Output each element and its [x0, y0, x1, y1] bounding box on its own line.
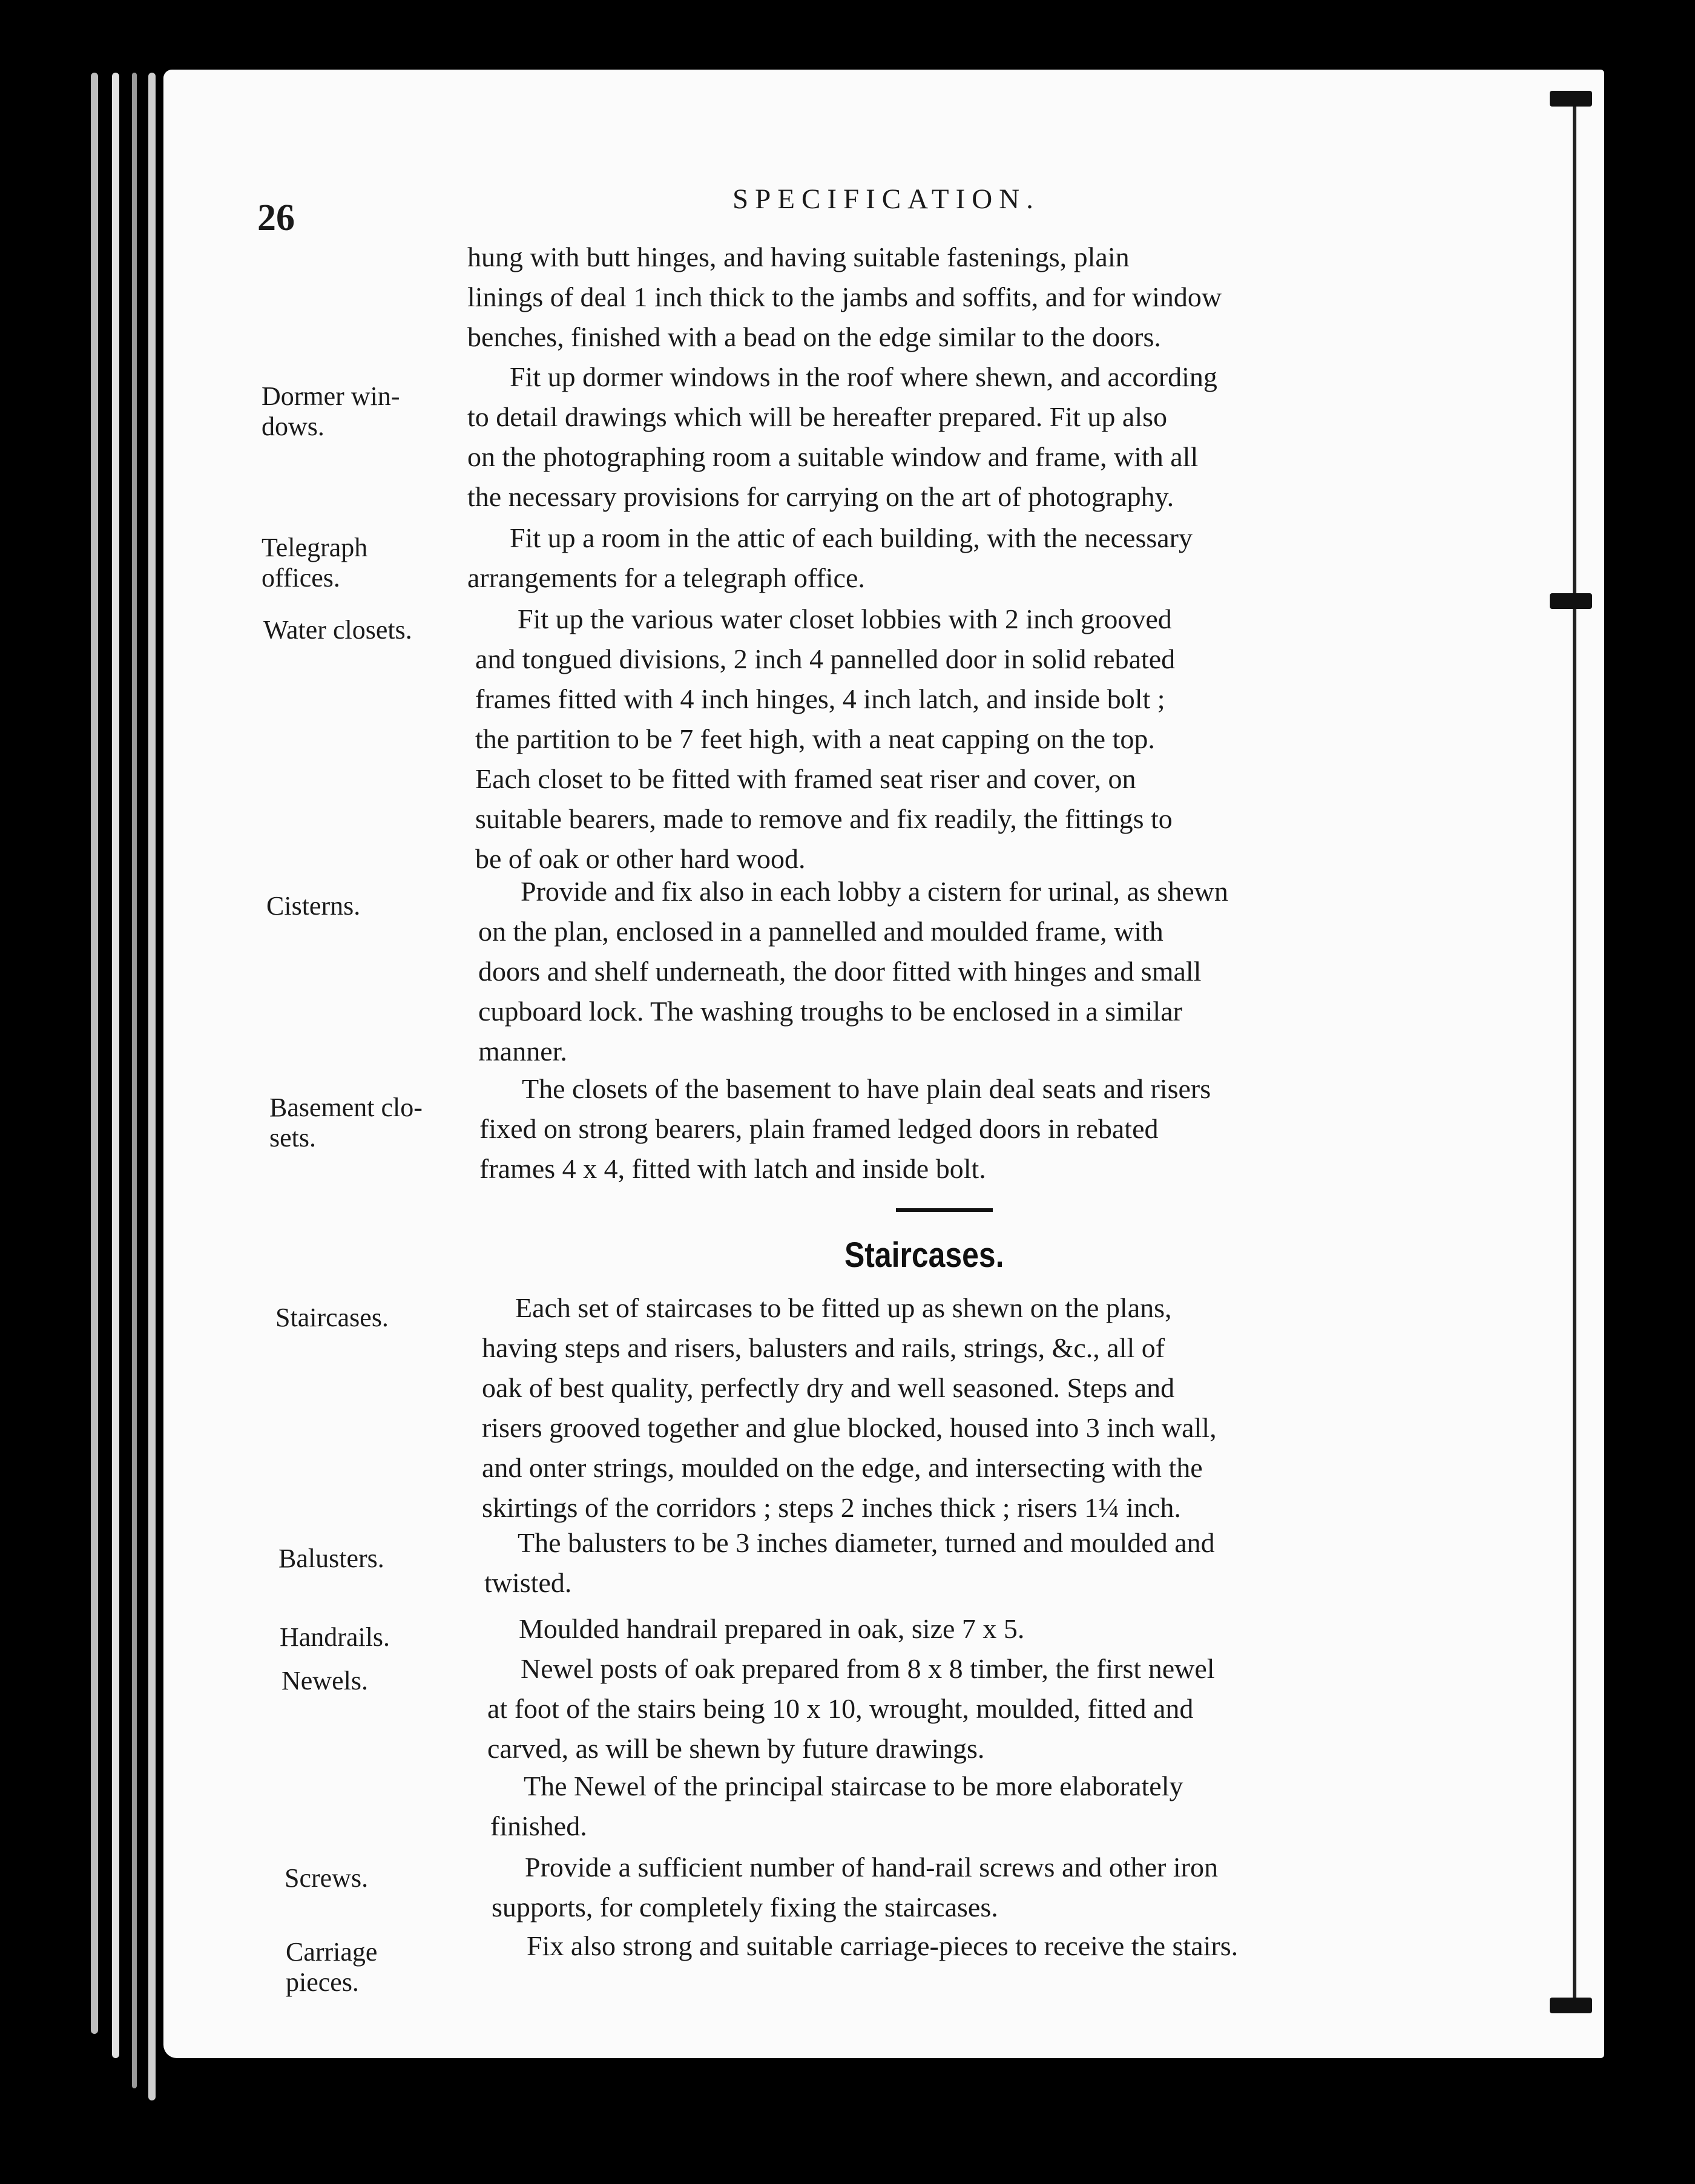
- text-line: carved, as will be shewn by future drawings.: [487, 1733, 985, 1764]
- text-line: supports, for completely fixing the staircases.: [492, 1892, 998, 1923]
- text-line: The balusters to be 3 inches diameter, turned and moulded and: [518, 1527, 1215, 1558]
- text-line: having steps and risers, balusters and rails, strings, &c., all of: [482, 1332, 1165, 1363]
- text-line: and onter strings, moulded on the edge, and intersecting with the: [482, 1452, 1203, 1483]
- paragraph-newels: [487, 1649, 1414, 1769]
- text-line: the necessary provisions for carrying on the art of photography.: [467, 481, 1174, 512]
- margin-note-line: Basement clo-: [269, 1093, 423, 1122]
- text-line: frames 4 x 4, fitted with latch and inside bolt.: [479, 1153, 986, 1184]
- paragraph-screws: [492, 1847, 1412, 1927]
- text-line: Fix also strong and suitable carriage-pieces to receive the stairs.: [527, 1930, 1239, 1961]
- paragraph-dormer-windows: [467, 357, 1381, 517]
- text-line: hung with butt hinges, and having suitable fastenings, plain: [467, 242, 1130, 272]
- text-line: Provide a sufficient number of hand-rail screws and other iron: [525, 1852, 1218, 1883]
- text-line: to detail drawings which will be hereafter prepared. Fit up also: [467, 401, 1168, 432]
- paragraph-telegraph-offices: [467, 518, 1381, 598]
- margin-note-balusters: [278, 1544, 496, 1574]
- margin-note-line: dows.: [262, 412, 324, 441]
- text-line: on the photographing room a suitable window and frame, with all: [467, 441, 1199, 472]
- text-line: The Newel of the principal staircase to be more elaborately: [524, 1771, 1183, 1801]
- paragraph-balusters: [484, 1523, 1410, 1603]
- text-line: fixed on strong bearers, plain framed ledged doors in rebated: [479, 1113, 1159, 1144]
- paragraph-water-closets: [475, 599, 1395, 879]
- running-head: SPECIFICATION.: [732, 183, 1040, 215]
- book-edge: [112, 73, 119, 2058]
- section-divider: [896, 1208, 993, 1212]
- margin-note-line: Dormer win-: [262, 381, 400, 411]
- text-line: Provide and fix also in each lobby a cistern for urinal, as shewn: [521, 876, 1228, 907]
- margin-note-line: Staircases.: [275, 1303, 389, 1332]
- text-line: skirtings of the corridors ; steps 2 inches thick ; risers 1¼ inch.: [482, 1492, 1181, 1523]
- margin-note-screws: [285, 1863, 502, 1893]
- paragraph-carriage-pieces: [493, 1926, 1414, 1966]
- margin-note-line: Water closets.: [263, 615, 412, 645]
- margin-note-line: Balusters.: [278, 1544, 384, 1573]
- text-line: be of oak or other hard wood.: [475, 843, 806, 874]
- text-line: twisted.: [484, 1567, 572, 1598]
- text-line: and tongued divisions, 2 inch 4 pannelled door in solid rebated: [475, 643, 1176, 674]
- paragraph-handrails: [485, 1609, 1412, 1649]
- margin-note-handrails: [280, 1622, 498, 1653]
- text-line: the partition to be 7 feet high, with a neat capping on the top.: [475, 723, 1155, 754]
- text-line: at foot of the stairs being 10 x 10, wrought, moulded, fitted and: [487, 1693, 1194, 1724]
- margin-note-telegraph-offices: [262, 533, 479, 593]
- binding-clip: [1550, 91, 1592, 107]
- margin-note-line: offices.: [262, 563, 340, 593]
- text-line: frames fitted with 4 inch hinges, 4 inch latch, and inside bolt ;: [475, 683, 1165, 714]
- margin-note-cisterns: [266, 891, 484, 921]
- margin-note-line: Telegraph: [262, 533, 368, 562]
- margin-note-carriage-pieces: [286, 1937, 504, 1998]
- margin-note-water-closets: [263, 615, 481, 645]
- margin-note-line: Newels.: [281, 1666, 368, 1696]
- text-line: Fit up a room in the attic of each building, with the necessary: [510, 522, 1193, 553]
- text-line: Moulded handrail prepared in oak, size 7 x 5.: [519, 1613, 1025, 1644]
- text-line: finished.: [490, 1811, 587, 1841]
- text-line: Fit up the various water closet lobbies with 2 inch grooved: [518, 604, 1172, 634]
- margin-note-newels: [281, 1666, 499, 1696]
- paragraph-staircases: [482, 1288, 1409, 1528]
- margin-note-line: Carriage: [286, 1937, 378, 1967]
- margin-note-line: pieces.: [286, 1967, 359, 1997]
- book-edge: [132, 73, 137, 2088]
- section-heading: Staircases.: [844, 1235, 1004, 1275]
- page-number: 26: [257, 197, 295, 238]
- text-line: cupboard lock. The washing troughs to be enclosed in a similar: [478, 996, 1182, 1027]
- margin-note-staircases: [275, 1303, 493, 1333]
- margin-note-line: Cisterns.: [266, 891, 361, 921]
- binding-clip: [1550, 1998, 1592, 2013]
- text-line: Each closet to be fitted with framed seat riser and cover, on: [475, 763, 1136, 794]
- text-line: arrangements for a telegraph office.: [467, 562, 865, 593]
- margin-note-basement-closets: [269, 1093, 487, 1153]
- paragraph-window-linings: [467, 237, 1381, 357]
- text-line: linings of deal 1 inch thick to the jambs and soffits, and for window: [467, 281, 1222, 312]
- text-line: Fit up dormer windows in the roof where shewn, and according: [510, 361, 1217, 392]
- book-edge: [91, 73, 98, 2034]
- text-line: risers grooved together and glue blocked, housed into 3 inch wall,: [482, 1412, 1217, 1443]
- text-line: Newel posts of oak prepared from 8 x 8 timber, the first newel: [521, 1653, 1215, 1684]
- text-line: benches, finished with a bead on the edge similar to the doors.: [467, 321, 1161, 352]
- text-line: Each set of staircases to be fitted up as shewn on the plans,: [515, 1292, 1172, 1323]
- binding-clip: [1550, 593, 1592, 609]
- text-line: The closets of the basement to have plain deal seats and risers: [522, 1073, 1211, 1104]
- margin-note-line: Screws.: [285, 1863, 369, 1893]
- margin-note-line: sets.: [269, 1123, 316, 1153]
- text-line: oak of best quality, perfectly dry and well seasoned. Steps and: [482, 1372, 1175, 1403]
- book-edge: [148, 73, 156, 2100]
- paragraph-principal-newel: [490, 1766, 1414, 1846]
- paragraph-cisterns: [478, 872, 1401, 1071]
- text-line: on the plan, enclosed in a pannelled and moulded frame, with: [478, 916, 1163, 947]
- margin-note-line: Handrails.: [280, 1622, 390, 1652]
- margin-note-dormer-windows: [262, 381, 479, 442]
- paragraph-basement-closets: [479, 1069, 1403, 1189]
- text-line: suitable bearers, made to remove and fix readily, the fittings to: [475, 803, 1173, 834]
- text-line: doors and shelf underneath, the door fitted with hinges and small: [478, 956, 1202, 987]
- binding-line: [1573, 91, 1576, 1998]
- text-line: manner.: [478, 1036, 567, 1067]
